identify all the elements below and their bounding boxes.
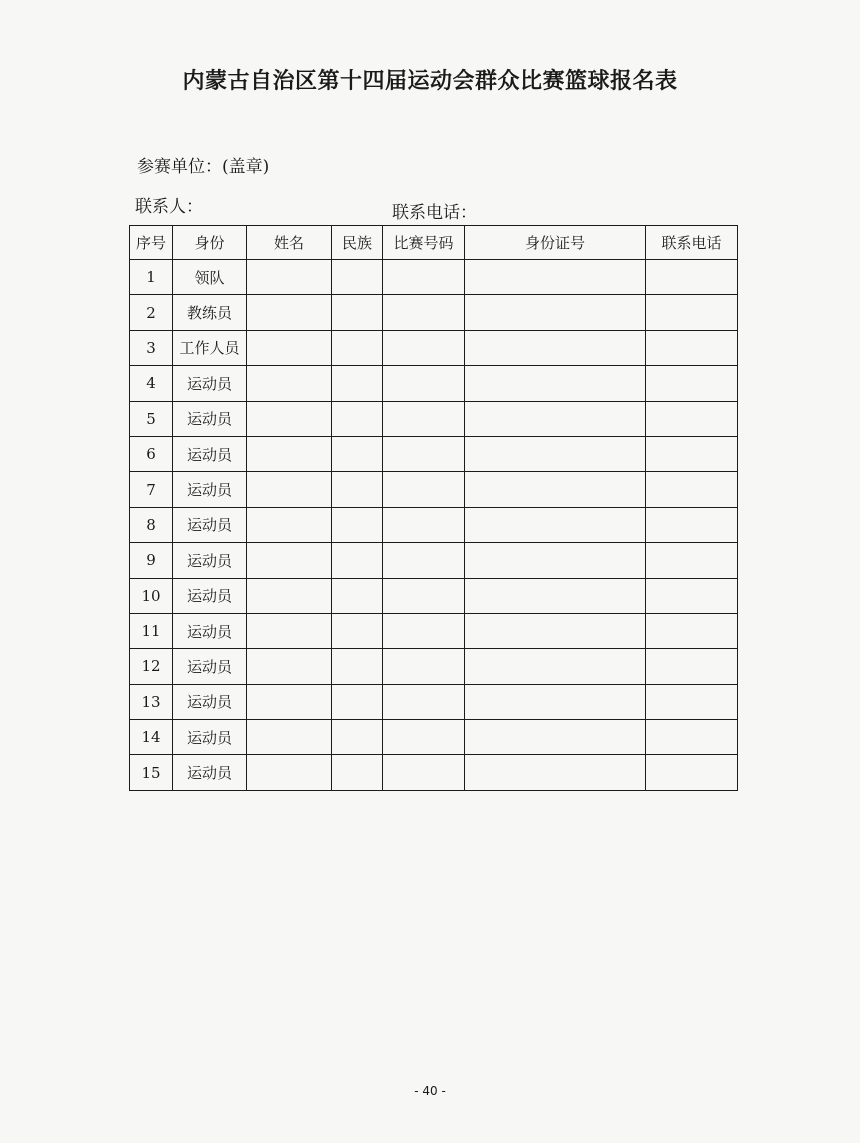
row-number: 15 (130, 755, 173, 790)
id-number-cell[interactable] (465, 720, 646, 755)
phone-cell[interactable] (646, 684, 738, 719)
name-cell[interactable] (247, 613, 332, 648)
jersey-number-cell[interactable] (383, 543, 465, 578)
phone-cell[interactable] (646, 330, 738, 365)
table-row (130, 260, 738, 295)
row-role: 运动员 (173, 613, 247, 648)
ethnicity-cell[interactable] (332, 401, 383, 436)
ethnicity-cell[interactable] (332, 330, 383, 365)
table-row (130, 436, 738, 471)
phone-cell[interactable] (646, 507, 738, 542)
ethnicity-cell[interactable] (332, 543, 383, 578)
phone-cell[interactable] (646, 436, 738, 471)
row-number: 5 (130, 401, 173, 436)
header-ethnicity: 民族 (332, 226, 383, 260)
ethnicity-cell[interactable] (332, 684, 383, 719)
page-title: 内蒙古自治区第十四届运动会群众比赛篮球报名表 (182, 68, 678, 94)
row-role: 运动员 (173, 401, 247, 436)
row-role: 运动员 (173, 649, 247, 684)
table-row (130, 366, 738, 401)
row-number: 12 (130, 649, 173, 684)
row-role: 运动员 (173, 366, 247, 401)
name-cell[interactable] (247, 755, 332, 790)
id-number-cell[interactable] (465, 755, 646, 790)
phone-cell[interactable] (646, 260, 738, 295)
name-cell[interactable] (247, 684, 332, 719)
header-jersey-number: 比赛号码 (383, 226, 465, 260)
name-cell[interactable] (247, 720, 332, 755)
row-role: 运动员 (173, 578, 247, 613)
id-number-cell[interactable] (465, 543, 646, 578)
registration-table (129, 225, 738, 791)
header-phone: 联系电话 (646, 226, 738, 260)
jersey-number-cell[interactable] (383, 720, 465, 755)
unit-label: 参赛单位：(盖章) (137, 157, 270, 177)
ethnicity-cell[interactable] (332, 436, 383, 471)
id-number-cell[interactable] (465, 684, 646, 719)
ethnicity-cell[interactable] (332, 649, 383, 684)
jersey-number-cell[interactable] (383, 649, 465, 684)
table-header-row (130, 226, 738, 260)
row-number: 4 (130, 366, 173, 401)
row-number: 13 (130, 684, 173, 719)
header-id-number: 身份证号 (465, 226, 646, 260)
phone-cell[interactable] (646, 649, 738, 684)
phone-cell[interactable] (646, 578, 738, 613)
table-row (130, 543, 738, 578)
name-cell[interactable] (247, 436, 332, 471)
row-number: 1 (130, 260, 173, 295)
table-row (130, 507, 738, 542)
id-number-cell[interactable] (465, 295, 646, 330)
row-role: 运动员 (173, 755, 247, 790)
table-row (130, 613, 738, 648)
row-role: 领队 (173, 260, 247, 295)
table-row (130, 684, 738, 719)
id-number-cell[interactable] (465, 401, 646, 436)
name-cell[interactable] (247, 543, 332, 578)
id-number-cell[interactable] (465, 578, 646, 613)
ethnicity-cell[interactable] (332, 472, 383, 507)
table-row (130, 330, 738, 365)
table-row (130, 755, 738, 790)
row-number: 3 (130, 330, 173, 365)
header-role: 身份 (173, 226, 247, 260)
contact-label: 联系人： (135, 197, 203, 217)
phone-cell[interactable] (646, 295, 738, 330)
ethnicity-cell[interactable] (332, 720, 383, 755)
name-cell[interactable] (247, 330, 332, 365)
ethnicity-cell[interactable] (332, 755, 383, 790)
header-no: 序号 (130, 226, 173, 260)
name-cell[interactable] (247, 366, 332, 401)
name-cell[interactable] (247, 260, 332, 295)
table-row (130, 295, 738, 330)
row-number: 6 (130, 436, 173, 471)
row-number: 2 (130, 295, 173, 330)
row-number: 8 (130, 507, 173, 542)
row-role: 运动员 (173, 684, 247, 719)
row-role: 运动员 (173, 507, 247, 542)
name-cell[interactable] (247, 295, 332, 330)
ethnicity-cell[interactable] (332, 295, 383, 330)
ethnicity-cell[interactable] (332, 578, 383, 613)
id-number-cell[interactable] (465, 260, 646, 295)
table-row (130, 472, 738, 507)
row-number: 11 (130, 613, 173, 648)
phone-cell[interactable] (646, 543, 738, 578)
row-role: 运动员 (173, 543, 247, 578)
jersey-number-cell[interactable] (383, 295, 465, 330)
row-role: 教练员 (173, 295, 247, 330)
name-cell[interactable] (247, 649, 332, 684)
jersey-number-cell[interactable] (383, 684, 465, 719)
name-cell[interactable] (247, 472, 332, 507)
jersey-number-cell[interactable] (383, 366, 465, 401)
id-number-cell[interactable] (465, 366, 646, 401)
id-number-cell[interactable] (465, 436, 646, 471)
row-role: 工作人员 (173, 330, 247, 365)
table-row (130, 649, 738, 684)
ethnicity-cell[interactable] (332, 507, 383, 542)
id-number-cell[interactable] (465, 613, 646, 648)
jersey-number-cell[interactable] (383, 507, 465, 542)
phone-cell[interactable] (646, 472, 738, 507)
phone-cell[interactable] (646, 720, 738, 755)
jersey-number-cell[interactable] (383, 472, 465, 507)
jersey-number-cell[interactable] (383, 260, 465, 295)
jersey-number-cell[interactable] (383, 436, 465, 471)
phone-cell[interactable] (646, 755, 738, 790)
registration-rows (130, 260, 738, 791)
id-number-cell[interactable] (465, 472, 646, 507)
jersey-number-cell[interactable] (383, 578, 465, 613)
name-cell[interactable] (247, 401, 332, 436)
id-number-cell[interactable] (465, 507, 646, 542)
ethnicity-cell[interactable] (332, 613, 383, 648)
jersey-number-cell[interactable] (383, 613, 465, 648)
row-number: 10 (130, 578, 173, 613)
phone-cell[interactable] (646, 366, 738, 401)
row-role: 运动员 (173, 720, 247, 755)
id-number-cell[interactable] (465, 649, 646, 684)
jersey-number-cell[interactable] (383, 330, 465, 365)
row-number: 9 (130, 543, 173, 578)
phone-cell[interactable] (646, 401, 738, 436)
ethnicity-cell[interactable] (332, 260, 383, 295)
id-number-cell[interactable] (465, 330, 646, 365)
row-number: 14 (130, 720, 173, 755)
phone-cell[interactable] (646, 613, 738, 648)
row-number: 7 (130, 472, 173, 507)
page-number: - 40 - (414, 1084, 446, 1098)
ethnicity-cell[interactable] (332, 366, 383, 401)
phone-label: 联系电话： (392, 203, 477, 223)
header-name: 姓名 (247, 226, 332, 260)
name-cell[interactable] (247, 578, 332, 613)
row-role: 运动员 (173, 472, 247, 507)
table-row (130, 578, 738, 613)
table-row (130, 401, 738, 436)
table-row (130, 720, 738, 755)
jersey-number-cell[interactable] (383, 755, 465, 790)
row-role: 运动员 (173, 436, 247, 471)
name-cell[interactable] (247, 507, 332, 542)
jersey-number-cell[interactable] (383, 401, 465, 436)
